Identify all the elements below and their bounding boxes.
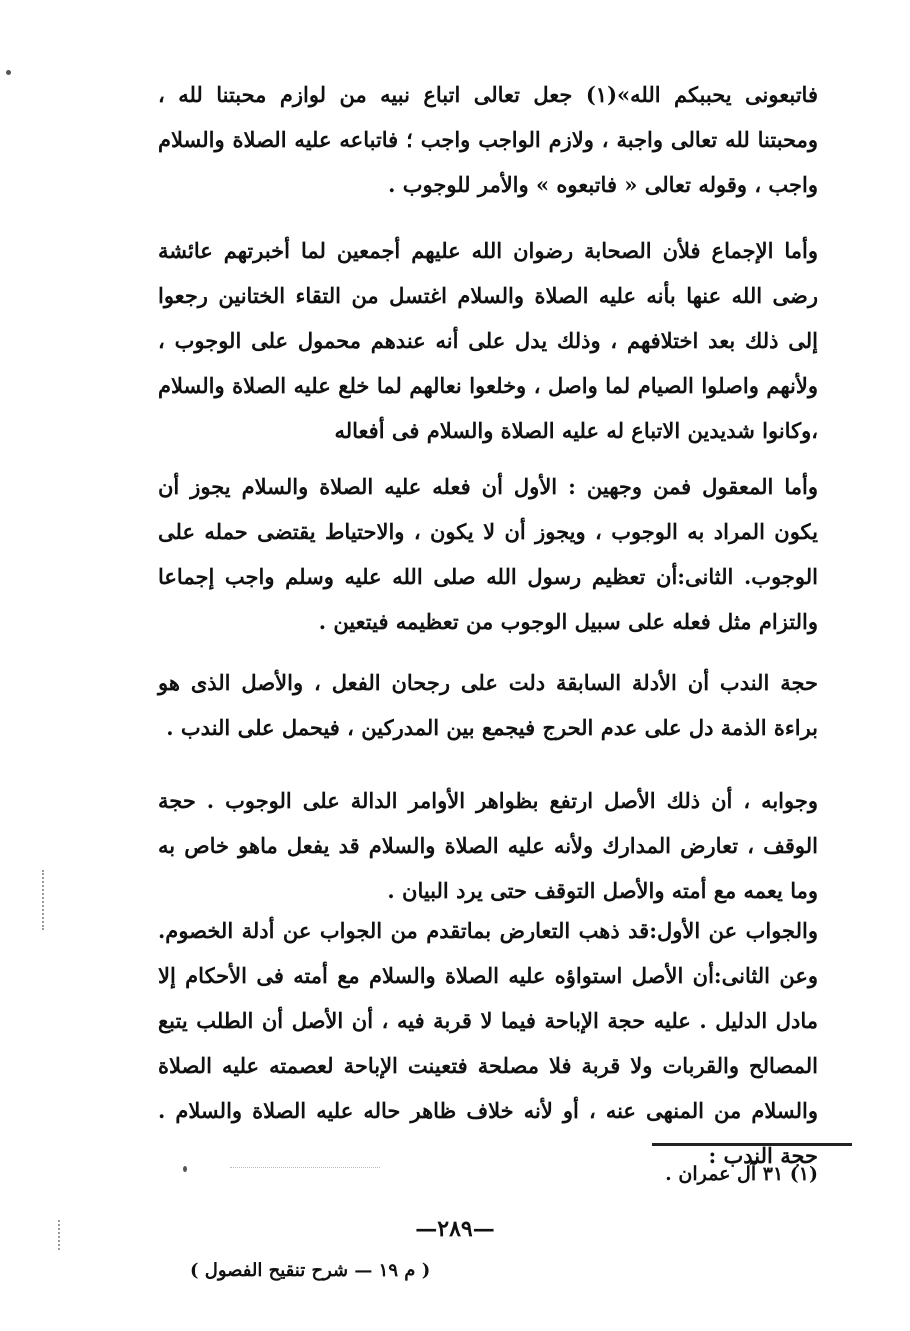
ink-speck	[183, 1166, 187, 1172]
paragraph-text: حجة الندب أن الأدلة السابقة دلت على رجحان الفعل ، والأصل الذى هو براءة الذمة دل على عدم الحرج فيجمع بين المدركين ، فيحمل على الندب .	[158, 670, 818, 740]
margin-mark	[58, 1220, 68, 1250]
paragraph-text: فاتبعونى يحببكم الله»(١) جعل تعالى اتباع نبيه من لوازم محبتنا لله ، ومحبتنا لله تعالى واجبة ، ولازم الواجب واجب ؛ فاتباعه عليه الصلاة والسلام واجب ، وقوله تعالى « فاتبعوه » والأمر للوجوب .	[158, 82, 818, 197]
paragraph-consensus	[158, 228, 818, 453]
paragraph-text: والجواب عن الأول:قد ذهب التعارض بماتقدم من الجواب عن أدلة الخصوم. وعن الثانى:أن الأصل استواؤه عليه الصلاة والسلام مع أمته فى الأحكام إلا مادل الدليل . عليه حجة الإباحة فيما لا قربة فيه ، أن الأصل أن الطلب يتبع المصالح والقربات ولا قربة فلا مصلحة فتعينت الإباحة لعصمته عليه الصلاة والسلام من المنهى عنه ، أو لأنه خلاف ظاهر حاله عليه الصلاة والسلام . حجة الندب :	[158, 918, 818, 1168]
margin-mark	[42, 870, 52, 930]
ink-speck	[6, 70, 11, 75]
footnote: (١) ٣١ آل عمران .	[665, 1163, 818, 1185]
paragraph-recommendation-argument	[158, 660, 818, 750]
paragraph-text: وجوابه ، أن ذلك الأصل ارتفع بظواهر الأوامر الدالة على الوجوب . حجة الوقف ، تعارض المدارك ولأنه عليه الصلاة والسلام قد يفعل ماهو خاص به وما يعمه مع أمته والأصل التوقف حتى يرد البيان .	[158, 788, 818, 903]
paragraph-text: وأما المعقول فمن وجهين : الأول أن فعله عليه الصلاة والسلام يجوز أن يكون المراد به الوجوب ، ويجوز أن لا يكون ، والاحتياط يقتضى حمله على الوجوب. الثانى:أن تعظيم رسول الله صلى الله عليه وسلم واجب إجماعا والتزام مثل فعله على سبيل الوجوب من تعظيمه فيتعين .	[158, 474, 818, 634]
page-number: —٢٨٩—	[415, 1216, 495, 1242]
paragraph-answers	[158, 908, 818, 1178]
paragraph-reason	[158, 464, 818, 644]
paragraph-reply-and-suspension	[158, 778, 818, 913]
footnote-divider	[652, 1143, 852, 1146]
book-signature: ( م ١٩ — شرح تنقيح الفصول )	[190, 1260, 431, 1281]
paragraph-text: وأما الإجماع فلأن الصحابة رضوان الله عليهم أجمعين لما أخبرتهم عائشة رضى الله عنها بأنه عليه الصلاة والسلام اغتسل من التقاء الختانين رجعوا إلى ذلك بعد اختلافهم ، وذلك يدل على أنه عندهم محمول على الوجوب ، ولأنهم واصلوا الصيام لما واصل ، وخلعوا نعالهم لما خلع عليه الصلاة والسلام ،وكانوا شديدين الاتباع له عليه الصلاة والسلام فى أفعاله	[158, 238, 818, 443]
faint-divider	[230, 1167, 380, 1168]
paragraph-following-prophet	[158, 72, 818, 207]
